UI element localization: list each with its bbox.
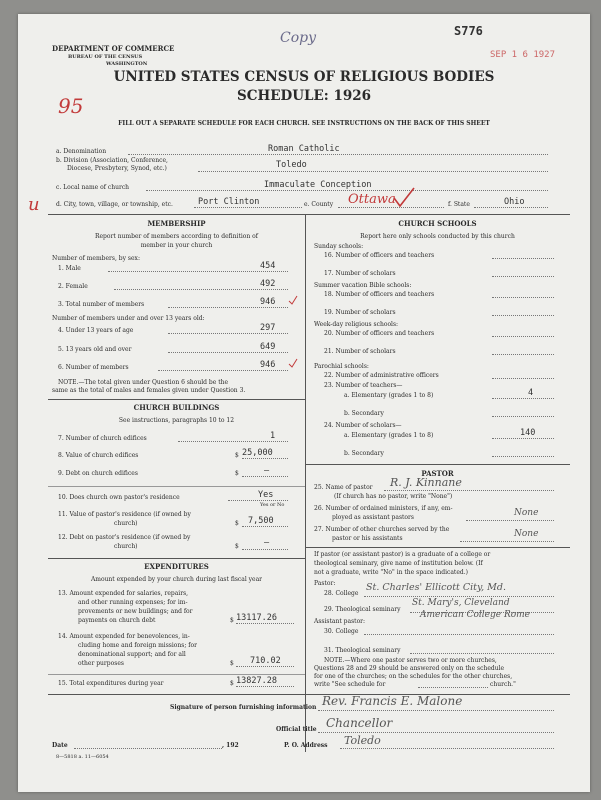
signature-line (318, 710, 554, 711)
red-checkmark-icon (392, 186, 416, 208)
graduate-instruction-2: theological seminary, give name of institution below. (If (314, 560, 483, 567)
footer-divider (48, 694, 570, 695)
q24b-label: b. Secondary (344, 450, 384, 457)
dollar-sign: $ (230, 680, 234, 687)
county-line (338, 207, 444, 208)
q19-line (492, 315, 554, 316)
local-name-value: Immaculate Conception (264, 180, 372, 190)
division-label-2: Diocese, Presbytery, Synod, etc.) (67, 165, 167, 172)
pastor-name-value: R. J. Kinnane (390, 476, 462, 489)
signature-label: Signature of person furnishing information (170, 704, 317, 711)
buildings-divider (48, 558, 305, 559)
form-subtitle: SCHEDULE: 1926 (236, 88, 372, 104)
owns-residence-value: Yes (258, 490, 274, 500)
q13-line (236, 623, 294, 624)
note-blank-line (418, 687, 488, 688)
date-label: Date (52, 742, 68, 749)
pastor-note-4: write "See schedule for (314, 681, 386, 688)
denomination-value: Roman Catholic (268, 144, 340, 154)
state-label: f. State (448, 201, 470, 208)
q14-label: 14. Amount expended for benevolences, in- (58, 633, 190, 640)
copy-note: Copy (280, 30, 317, 46)
yes-no-hint: Yes or No (260, 502, 285, 508)
q22-label: 22. Number of administrative officers (324, 372, 439, 379)
q22-line (492, 378, 554, 379)
q24-label: 24. Number of scholars— (324, 422, 402, 429)
q11-label-2: church) (114, 520, 138, 527)
q16-line (492, 258, 554, 259)
q19-label: 19. Number of scholars (324, 309, 396, 316)
q31-line (410, 653, 554, 654)
q24b-line (492, 456, 554, 457)
q21-line (492, 354, 554, 355)
q24a-label: a. Elementary (grades 1 to 8) (344, 432, 434, 439)
q10-line (228, 500, 288, 501)
form-title: UNITED STATES CENSUS OF RELIGIOUS BODIES (113, 69, 495, 85)
schools-intro: Report here only schools conducted by this church (360, 233, 515, 240)
q29-label: 29. Theological seminary (324, 606, 401, 613)
female-value: 492 (260, 279, 276, 289)
q18-label: 18. Number of officers and teachers (324, 291, 435, 298)
sunday-schools-label: Sunday schools: (314, 243, 364, 250)
q24a-line (492, 438, 554, 439)
q6-label: 6. Number of members (58, 364, 129, 371)
bureau-city: WASHINGTON (106, 61, 148, 67)
margin-letter: u (28, 194, 40, 215)
bureau-name: BUREAU OF THE CENSUS (68, 54, 143, 60)
q23-label: 23. Number of teachers— (324, 382, 403, 389)
instruction-line: FILL OUT A SEPARATE SCHEDULE FOR EACH CHURCH. SEE INSTRUCTIONS ON THE BACK OF THIS SHEET (118, 120, 490, 127)
q30-label: 30. College (324, 628, 359, 635)
city-value: Port Clinton (198, 197, 260, 207)
seminary-value-2: American College Rome (420, 610, 530, 620)
under-13-value: 297 (260, 323, 276, 333)
membership-title: MEMBERSHIP (147, 219, 206, 228)
q14-label-3: denominational support; and for all (78, 651, 186, 658)
division-label: b. Division (Association, Conference, (56, 157, 168, 164)
buildings-inner-divider (48, 486, 305, 487)
q7-line (178, 441, 288, 442)
denomination-line (128, 154, 548, 155)
form-code: 8—5818 a. 11—6054 (56, 754, 109, 760)
age-intro-label: Number of members under and over 13 years old: (52, 315, 205, 322)
q12-line (242, 549, 288, 550)
edifices-value: 1 (270, 431, 276, 441)
po-address-label: P. O. Address (284, 742, 328, 749)
q20-line (492, 336, 554, 337)
q21-label: 21. Number of scholars (324, 348, 396, 355)
q23b-line (492, 416, 554, 417)
county-label: e. County (304, 201, 334, 208)
parochial-schools-label: Parochial schools: (314, 363, 369, 370)
membership-divider (48, 399, 305, 400)
college-value: St. Charles' Ellicott City, Md. (366, 582, 506, 593)
q2-label: 2. Female (58, 283, 88, 290)
summer-schools-label: Summer vacation Bible schools: (314, 282, 412, 289)
dollar-sign: $ (235, 520, 239, 527)
q13-label: 13. Amount expended for salaries, repairs, (58, 590, 189, 597)
q9-label: 9. Debt on church edifices (58, 470, 138, 477)
q11-label: 11. Value of pastor's residence (if owned by (58, 511, 191, 518)
dollar-sign: $ (235, 452, 239, 459)
local-name-label: c. Local name of church (56, 184, 130, 191)
q4-label: 4. Under 13 years of age (58, 327, 134, 334)
schools-divider (305, 464, 570, 465)
running-expenses-value: 13117.26 (236, 613, 277, 623)
division-value: Toledo (276, 160, 307, 170)
expenditures-title: EXPENDITURES (144, 562, 209, 571)
q8-line (242, 458, 288, 459)
county-value: Ottawa (348, 192, 396, 207)
signature-value: Rev. Francis E. Malone (322, 694, 463, 708)
q2-line (114, 289, 288, 290)
year-label: , 192 (222, 742, 239, 749)
dollar-sign: $ (235, 470, 239, 477)
buildings-title: CHURCH BUILDINGS (133, 403, 220, 412)
pastor-divider (305, 547, 570, 548)
q14-line (236, 666, 294, 667)
membership-intro: Report number of members according to definition of (94, 233, 258, 240)
assistant-subheading: Assistant pastor: (314, 618, 366, 625)
elementary-scholars-value: 140 (520, 428, 536, 438)
dollar-sign: $ (235, 543, 239, 550)
q3-label: 3. Total number of members (58, 301, 145, 308)
official-title-label: Official title (276, 726, 317, 733)
q28-label: 28. College (324, 590, 359, 597)
q13-label-4: payments on church debt (78, 617, 156, 624)
edifice-value-amount: 25,000 (242, 448, 273, 458)
pastor-note-2: Questions 28 and 29 should be answered only on the schedule (314, 665, 505, 672)
elementary-teachers-value: 4 (528, 388, 534, 398)
q26-label-2: ployed as assistant pastors (332, 514, 414, 521)
q9-line (242, 476, 288, 477)
checkmark-icon (288, 358, 298, 368)
q17-label: 17. Number of scholars (324, 270, 396, 277)
buildings-subtitle: See instructions, paragraphs 10 to 12 (118, 417, 235, 424)
serial-number: S776 (454, 24, 483, 38)
q17-line (492, 276, 554, 277)
state-line (474, 207, 548, 208)
residence-debt-value: — (264, 538, 270, 548)
q30-line (364, 634, 554, 635)
q25-label: 25. Name of pastor (314, 484, 373, 491)
pastor-note: NOTE.—Where one pastor serves two or more churches, (324, 657, 497, 664)
over-13-value: 649 (260, 342, 276, 352)
city-label: d. City, town, village, or township, etc. (56, 201, 173, 208)
q7-label: 7. Number of church edifices (58, 435, 147, 442)
q25-note: (If church has no pastor, write "None") (334, 493, 453, 500)
q15-label: 15. Total expenditures during year (58, 680, 164, 687)
division-line (198, 171, 548, 172)
q27-label-2: pastor or his assistants (332, 535, 403, 542)
q23b-label: b. Secondary (344, 410, 384, 417)
q5-line (168, 352, 288, 353)
q13-label-3: provements or new buildings; and for (78, 608, 193, 615)
q6-line (158, 370, 288, 371)
residence-value-amount: 7,500 (248, 516, 274, 526)
membership-note: NOTE.—The total given under Question 6 should be the (58, 379, 229, 386)
q26-line (466, 520, 554, 521)
membership-note-2: same as the total of males and females given under Question 3. (52, 387, 246, 394)
q16-label: 16. Number of officers and teachers (324, 252, 435, 259)
local-name-line (146, 190, 548, 191)
expenditures-subtitle: Amount expended by your church during last fiscal year (90, 576, 263, 583)
q13-label-2: and other running expenses; for im- (78, 599, 188, 606)
q20-label: 20. Number of officers and teachers (324, 330, 435, 337)
margin-number: 95 (58, 94, 84, 118)
q5-label: 5. 13 years old and over (58, 346, 132, 353)
q14-label-2: cluding home and foreign missions; for (78, 642, 197, 649)
q26-label: 26. Number of ordained ministers, if any, em- (314, 505, 453, 512)
official-title-line (318, 732, 554, 733)
dollar-sign: $ (230, 660, 234, 667)
po-address-value: Toledo (344, 734, 381, 747)
q3-line (168, 307, 288, 308)
checkmark-icon (288, 295, 298, 305)
q23a-line (492, 398, 554, 399)
q31-label: 31. Theological seminary (324, 647, 401, 654)
department-name: DEPARTMENT OF COMMERCE (52, 44, 175, 53)
edifice-debt-value: — (264, 466, 270, 476)
q27-label: 27. Number of other churches served by the (314, 526, 450, 533)
assistant-pastors-value: None (514, 508, 539, 518)
graduate-instruction: If pastor (or assistant pastor) is a graduate of a college or (314, 551, 491, 558)
dollar-sign: $ (230, 617, 234, 624)
q14-label-4: other purposes (78, 660, 124, 667)
male-value: 454 (260, 261, 276, 271)
q1-line (108, 271, 288, 272)
membership-intro-2: member in your church (140, 242, 213, 249)
q23a-label: a. Elementary (grades 1 to 8) (344, 392, 434, 399)
schools-title: CHURCH SCHOOLS (398, 219, 477, 228)
pastor-title: PASTOR (421, 469, 454, 478)
weekday-schools-label: Week-day religious schools: (314, 321, 399, 328)
q1-label: 1. Male (58, 265, 81, 272)
pastor-subheading: Pastor: (314, 580, 336, 587)
seminary-value: St. Mary's, Cleveland (412, 598, 510, 608)
q8-label: 8. Value of church edifices (58, 452, 139, 459)
q28-line (364, 596, 554, 597)
q18-line (492, 297, 554, 298)
state-value: Ohio (504, 197, 525, 207)
denomination-label: a. Denomination (56, 148, 107, 155)
q10-label: 10. Does church own pastor's residence (58, 494, 180, 501)
date-line (74, 748, 222, 749)
pastor-note-3: for one of the churches; on the schedules for the other churches, (314, 673, 513, 680)
po-address-line (340, 748, 554, 749)
q12-label-2: church) (114, 543, 138, 550)
pastor-note-5: church." (490, 681, 516, 688)
other-churches-value: None (514, 529, 539, 539)
top-divider (48, 214, 570, 215)
by-sex-label: Number of members, by sex: (52, 255, 140, 262)
total-expenditures-value: 13827.28 (236, 676, 277, 686)
q15-line (236, 686, 294, 687)
q25-line (384, 490, 554, 491)
expenditures-inner-divider (48, 674, 305, 675)
members-number-value: 946 (260, 360, 276, 370)
q27-line (460, 541, 554, 542)
received-date-stamp: SEP 1 6 1927 (490, 50, 556, 60)
center-divider (305, 214, 306, 752)
q11-line (242, 526, 288, 527)
city-line (194, 207, 302, 208)
official-title-value: Chancellor (326, 716, 393, 730)
benevolences-value: 710.02 (250, 656, 281, 666)
q4-line (168, 333, 288, 334)
census-schedule-form (18, 14, 590, 792)
q12-label: 12. Debt on pastor's residence (if owned by (58, 534, 191, 541)
total-members-value: 946 (260, 297, 276, 307)
graduate-instruction-3: not a graduate, write "No" in the space indicated.) (314, 569, 468, 576)
